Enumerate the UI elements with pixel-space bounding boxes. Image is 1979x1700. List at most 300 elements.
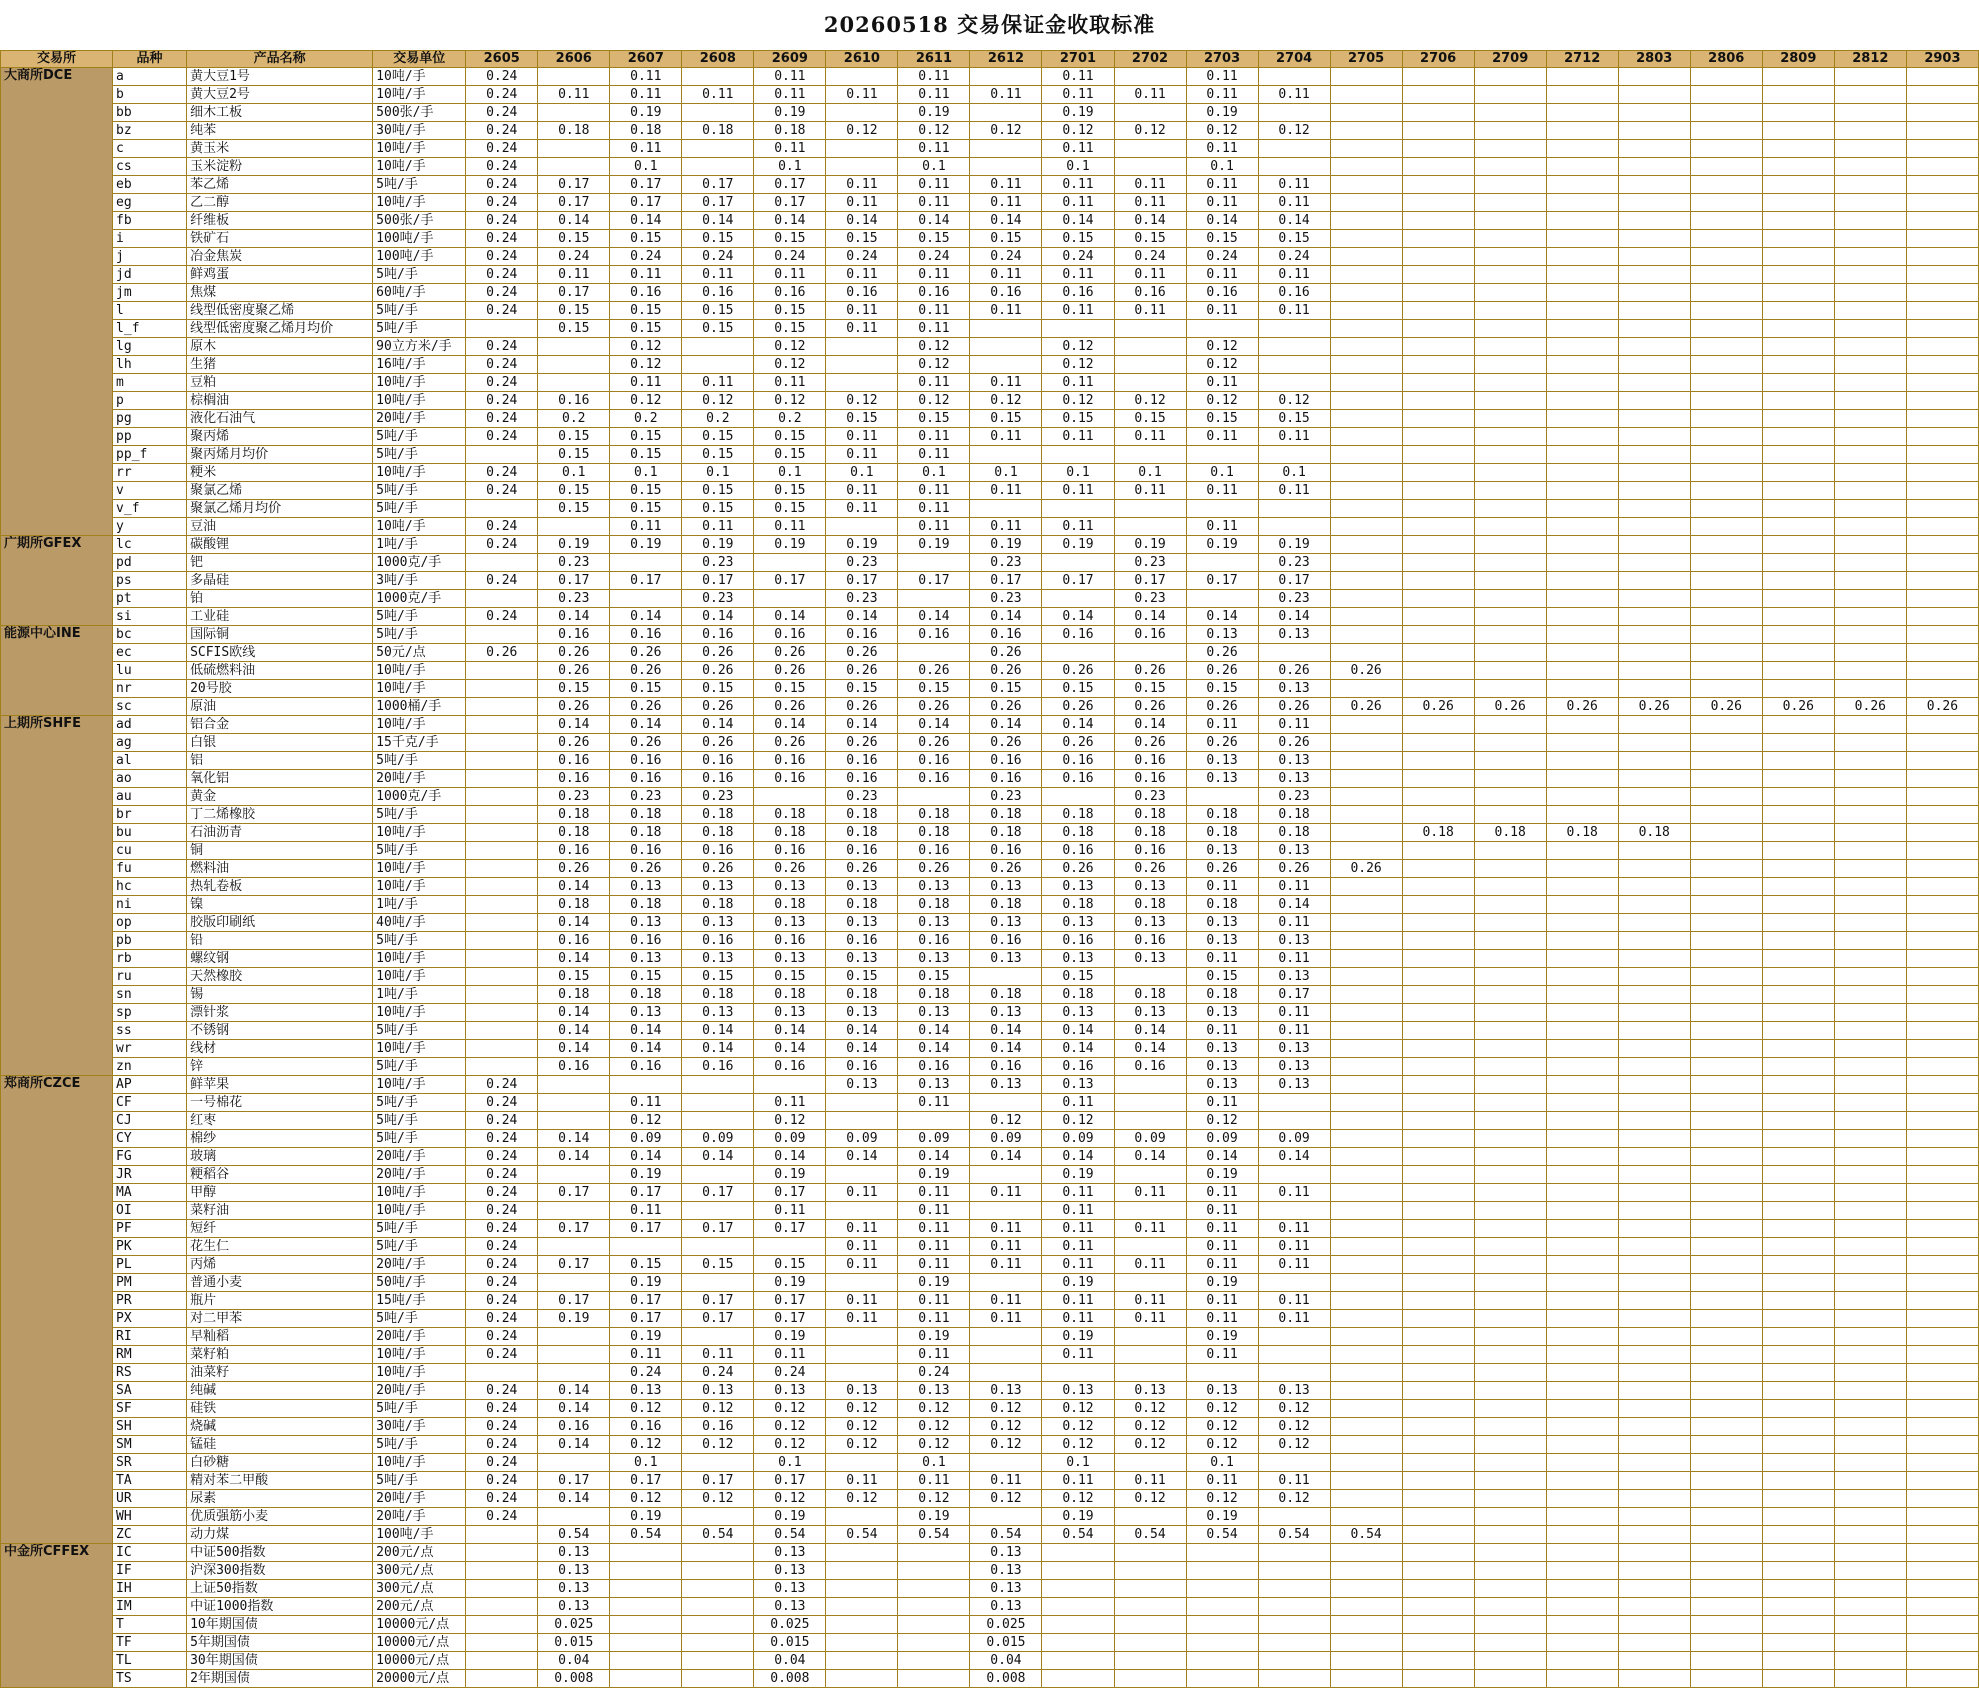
margin-rate-cell: 0.16 xyxy=(754,770,826,788)
margin-rate-cell xyxy=(1402,1202,1474,1220)
trade-unit-cell: 5吨/手 xyxy=(373,500,466,518)
margin-rate-cell xyxy=(1762,1400,1834,1418)
margin-rate-cell xyxy=(1834,1418,1906,1436)
table-row xyxy=(1,194,1979,212)
margin-rate-cell xyxy=(1330,194,1402,212)
margin-rate-cell: 0.11 xyxy=(1042,1472,1114,1490)
margin-rate-cell: 0.11 xyxy=(1114,194,1186,212)
product-name-cell: 丙烯 xyxy=(187,1256,373,1274)
margin-rate-cell: 0.24 xyxy=(1042,248,1114,266)
margin-rate-cell xyxy=(1402,536,1474,554)
margin-rate-cell: 0.11 xyxy=(970,1238,1042,1256)
margin-rate-cell xyxy=(1762,1544,1834,1562)
margin-rate-cell xyxy=(1906,1076,1978,1094)
margin-rate-cell: 0.16 xyxy=(1114,932,1186,950)
margin-rate-cell xyxy=(1762,176,1834,194)
margin-rate-cell xyxy=(1402,860,1474,878)
margin-rate-cell xyxy=(1690,428,1762,446)
margin-rate-cell xyxy=(1402,1328,1474,1346)
margin-rate-cell xyxy=(1762,86,1834,104)
product-name-cell: 冶金焦炭 xyxy=(187,248,373,266)
symbol-cell: rr xyxy=(113,464,187,482)
margin-rate-cell xyxy=(1402,662,1474,680)
margin-rate-cell xyxy=(1330,1598,1402,1616)
margin-rate-cell: 0.16 xyxy=(826,752,898,770)
margin-rate-cell: 0.09 xyxy=(1042,1130,1114,1148)
margin-rate-cell xyxy=(1618,1202,1690,1220)
symbol-cell: cu xyxy=(113,842,187,860)
margin-rate-cell xyxy=(1618,770,1690,788)
margin-rate-cell xyxy=(1906,1436,1978,1454)
margin-rate-cell xyxy=(1330,1400,1402,1418)
table-row xyxy=(1,1346,1979,1364)
margin-rate-cell xyxy=(1474,320,1546,338)
margin-rate-cell xyxy=(1546,1418,1618,1436)
margin-rate-cell: 0.24 xyxy=(466,176,538,194)
margin-rate-cell xyxy=(1330,518,1402,536)
margin-rate-cell: 0.18 xyxy=(610,122,682,140)
margin-rate-cell: 0.18 xyxy=(898,824,970,842)
margin-rate-cell xyxy=(1618,176,1690,194)
margin-rate-cell: 0.14 xyxy=(610,608,682,626)
margin-rate-cell xyxy=(466,842,538,860)
margin-rate-cell: 0.14 xyxy=(1258,896,1330,914)
margin-rate-cell: 0.24 xyxy=(466,1454,538,1472)
margin-rate-cell: 0.15 xyxy=(1186,968,1258,986)
symbol-cell: SA xyxy=(113,1382,187,1400)
margin-rate-cell xyxy=(1330,1256,1402,1274)
margin-rate-cell xyxy=(1690,410,1762,428)
margin-rate-cell: 0.15 xyxy=(754,428,826,446)
margin-rate-cell xyxy=(1330,986,1402,1004)
margin-rate-cell xyxy=(1402,1094,1474,1112)
margin-rate-cell xyxy=(1258,500,1330,518)
margin-rate-cell: 0.15 xyxy=(538,968,610,986)
table-row xyxy=(1,770,1979,788)
margin-rate-cell: 0.025 xyxy=(970,1616,1042,1634)
margin-rate-cell xyxy=(1690,554,1762,572)
margin-rate-cell: 0.17 xyxy=(538,572,610,590)
table-row xyxy=(1,608,1979,626)
margin-rate-cell: 0.15 xyxy=(1114,680,1186,698)
margin-rate-cell: 0.18 xyxy=(1546,824,1618,842)
margin-rate-cell: 0.19 xyxy=(1114,536,1186,554)
margin-rate-cell xyxy=(1762,302,1834,320)
margin-rate-cell: 0.26 xyxy=(826,662,898,680)
margin-rate-cell xyxy=(1330,1058,1402,1076)
margin-rate-cell: 0.19 xyxy=(826,536,898,554)
margin-rate-cell: 0.11 xyxy=(1258,950,1330,968)
margin-rate-cell: 0.12 xyxy=(1114,392,1186,410)
margin-rate-cell: 0.18 xyxy=(1114,896,1186,914)
margin-rate-cell xyxy=(1906,1472,1978,1490)
margin-rate-cell xyxy=(826,1598,898,1616)
margin-rate-cell: 0.15 xyxy=(1114,230,1186,248)
margin-rate-cell xyxy=(1402,1418,1474,1436)
table-row xyxy=(1,572,1979,590)
margin-rate-cell: 0.11 xyxy=(610,68,682,86)
margin-rate-cell xyxy=(1618,284,1690,302)
margin-rate-cell: 0.11 xyxy=(1258,194,1330,212)
margin-rate-cell xyxy=(1690,1346,1762,1364)
margin-rate-cell xyxy=(1330,1454,1402,1472)
margin-rate-cell xyxy=(1762,680,1834,698)
margin-rate-cell: 0.15 xyxy=(682,428,754,446)
margin-rate-cell xyxy=(1834,896,1906,914)
margin-rate-cell xyxy=(1618,950,1690,968)
margin-rate-cell: 0.18 xyxy=(1114,986,1186,1004)
product-name-cell: 聚氯乙烯 xyxy=(187,482,373,500)
margin-rate-cell xyxy=(1690,1562,1762,1580)
margin-rate-cell xyxy=(1618,464,1690,482)
margin-rate-cell: 0.11 xyxy=(1186,716,1258,734)
margin-rate-cell xyxy=(1402,464,1474,482)
margin-rate-cell: 0.26 xyxy=(1330,860,1402,878)
margin-rate-cell xyxy=(466,968,538,986)
symbol-cell: pd xyxy=(113,554,187,572)
margin-rate-cell xyxy=(898,788,970,806)
margin-rate-cell xyxy=(1474,518,1546,536)
margin-rate-cell xyxy=(466,896,538,914)
margin-rate-cell: 0.15 xyxy=(754,320,826,338)
margin-rate-cell xyxy=(1546,806,1618,824)
margin-rate-cell: 0.19 xyxy=(1042,104,1114,122)
margin-rate-cell: 0.13 xyxy=(1258,680,1330,698)
margin-rate-cell: 0.17 xyxy=(682,1310,754,1328)
margin-rate-cell xyxy=(1546,1076,1618,1094)
trade-unit-cell: 200元/点 xyxy=(373,1598,466,1616)
margin-rate-cell xyxy=(1330,626,1402,644)
margin-rate-cell xyxy=(1330,320,1402,338)
margin-rate-cell: 0.23 xyxy=(538,590,610,608)
margin-rate-cell: 0.12 xyxy=(610,1490,682,1508)
margin-rate-cell xyxy=(1546,1580,1618,1598)
margin-rate-cell: 0.14 xyxy=(1258,1148,1330,1166)
margin-rate-cell: 0.13 xyxy=(1258,1076,1330,1094)
product-name-cell: 上证50指数 xyxy=(187,1580,373,1598)
margin-rate-cell: 0.19 xyxy=(610,1166,682,1184)
margin-rate-cell: 0.26 xyxy=(538,860,610,878)
margin-rate-cell xyxy=(1618,1454,1690,1472)
margin-rate-cell xyxy=(610,1580,682,1598)
margin-rate-cell: 0.12 xyxy=(898,1400,970,1418)
margin-rate-cell xyxy=(1474,230,1546,248)
margin-rate-cell xyxy=(1834,1040,1906,1058)
product-name-cell: 漂针浆 xyxy=(187,1004,373,1022)
margin-rate-cell xyxy=(466,446,538,464)
column-header: 2605 xyxy=(466,51,538,68)
margin-rate-cell: 0.13 xyxy=(1258,842,1330,860)
margin-rate-cell: 0.11 xyxy=(970,518,1042,536)
table-row xyxy=(1,644,1979,662)
margin-rate-cell: 0.11 xyxy=(754,1094,826,1112)
trade-unit-cell: 10吨/手 xyxy=(373,1184,466,1202)
margin-rate-cell xyxy=(1330,482,1402,500)
table-row xyxy=(1,1544,1979,1562)
margin-rate-cell: 0.13 xyxy=(1258,932,1330,950)
product-name-cell: SCFIS欧线 xyxy=(187,644,373,662)
product-name-cell: 不锈钢 xyxy=(187,1022,373,1040)
margin-rate-cell xyxy=(1546,536,1618,554)
margin-rate-cell xyxy=(1762,356,1834,374)
margin-rate-cell xyxy=(1546,1112,1618,1130)
margin-rate-cell xyxy=(1690,1166,1762,1184)
margin-rate-cell: 0.16 xyxy=(682,284,754,302)
margin-rate-cell: 0.15 xyxy=(754,968,826,986)
product-name-cell: 热轧卷板 xyxy=(187,878,373,896)
margin-rate-cell xyxy=(1618,536,1690,554)
margin-rate-cell xyxy=(1402,680,1474,698)
trade-unit-cell: 5吨/手 xyxy=(373,320,466,338)
margin-rate-cell: 0.1 xyxy=(1114,464,1186,482)
margin-rate-cell: 0.16 xyxy=(898,932,970,950)
margin-rate-cell xyxy=(826,1562,898,1580)
margin-rate-cell xyxy=(1690,266,1762,284)
column-header: 2705 xyxy=(1330,51,1402,68)
margin-rate-cell: 0.11 xyxy=(826,482,898,500)
margin-rate-cell: 0.16 xyxy=(1042,932,1114,950)
margin-rate-cell xyxy=(1690,716,1762,734)
margin-rate-cell xyxy=(1762,446,1834,464)
symbol-cell: ag xyxy=(113,734,187,752)
margin-rate-cell xyxy=(1546,1472,1618,1490)
margin-rate-cell xyxy=(1402,1490,1474,1508)
margin-rate-cell xyxy=(466,698,538,716)
trade-unit-cell: 5吨/手 xyxy=(373,1238,466,1256)
margin-rate-cell xyxy=(1618,1382,1690,1400)
margin-rate-cell xyxy=(610,590,682,608)
margin-rate-cell: 0.1 xyxy=(754,1454,826,1472)
product-name-cell: 铝 xyxy=(187,752,373,770)
margin-rate-cell xyxy=(1906,572,1978,590)
margin-rate-cell xyxy=(1762,248,1834,266)
symbol-cell: v xyxy=(113,482,187,500)
product-name-cell: 聚丙烯月均价 xyxy=(187,446,373,464)
margin-rate-cell xyxy=(1330,158,1402,176)
margin-rate-cell: 0.11 xyxy=(826,176,898,194)
margin-rate-cell xyxy=(1906,1166,1978,1184)
margin-rate-cell xyxy=(1762,1202,1834,1220)
margin-rate-cell xyxy=(1618,410,1690,428)
margin-rate-cell xyxy=(1330,716,1402,734)
margin-rate-cell xyxy=(682,104,754,122)
product-name-cell: 聚氯乙烯月均价 xyxy=(187,500,373,518)
product-name-cell: 工业硅 xyxy=(187,608,373,626)
margin-rate-cell xyxy=(1618,68,1690,86)
margin-rate-cell: 0.13 xyxy=(754,1598,826,1616)
margin-rate-cell: 0.54 xyxy=(754,1526,826,1544)
margin-rate-cell: 0.13 xyxy=(538,1562,610,1580)
margin-rate-cell: 0.17 xyxy=(538,1472,610,1490)
margin-rate-cell xyxy=(826,158,898,176)
margin-rate-cell xyxy=(1906,1040,1978,1058)
symbol-cell: eg xyxy=(113,194,187,212)
margin-rate-cell: 0.14 xyxy=(538,1148,610,1166)
margin-rate-cell: 0.24 xyxy=(466,212,538,230)
margin-rate-cell: 0.13 xyxy=(970,1580,1042,1598)
trade-unit-cell: 15吨/手 xyxy=(373,1292,466,1310)
margin-rate-cell xyxy=(1402,608,1474,626)
trade-unit-cell: 10吨/手 xyxy=(373,968,466,986)
trade-unit-cell: 5吨/手 xyxy=(373,266,466,284)
margin-rate-cell xyxy=(1402,284,1474,302)
margin-rate-cell xyxy=(1834,482,1906,500)
margin-rate-cell: 0.11 xyxy=(1258,1184,1330,1202)
margin-rate-cell: 0.16 xyxy=(898,752,970,770)
margin-rate-cell xyxy=(538,1508,610,1526)
margin-rate-cell: 0.11 xyxy=(1258,716,1330,734)
margin-rate-cell: 0.11 xyxy=(610,86,682,104)
margin-rate-cell xyxy=(1474,950,1546,968)
margin-rate-cell: 0.13 xyxy=(1114,1004,1186,1022)
margin-rate-cell: 0.1 xyxy=(754,464,826,482)
margin-rate-cell xyxy=(898,1670,970,1688)
product-name-cell: 10年期国债 xyxy=(187,1616,373,1634)
symbol-cell: l_f xyxy=(113,320,187,338)
symbol-cell: zn xyxy=(113,1058,187,1076)
margin-rate-cell: 0.09 xyxy=(610,1130,682,1148)
table-row xyxy=(1,356,1979,374)
margin-rate-cell xyxy=(1402,1508,1474,1526)
margin-rate-cell xyxy=(466,1598,538,1616)
margin-rate-cell xyxy=(1906,1220,1978,1238)
margin-rate-cell xyxy=(1906,842,1978,860)
margin-rate-cell xyxy=(1330,266,1402,284)
margin-rate-cell: 0.16 xyxy=(538,932,610,950)
margin-rate-cell xyxy=(1762,1166,1834,1184)
margin-rate-cell xyxy=(1762,914,1834,932)
margin-rate-cell: 0.11 xyxy=(754,1346,826,1364)
margin-rate-cell: 0.14 xyxy=(682,608,754,626)
margin-rate-cell xyxy=(1546,1058,1618,1076)
margin-rate-cell xyxy=(1546,176,1618,194)
symbol-cell: lg xyxy=(113,338,187,356)
table-row xyxy=(1,590,1979,608)
margin-rate-cell: 0.11 xyxy=(826,1220,898,1238)
margin-rate-cell xyxy=(1834,68,1906,86)
margin-rate-cell xyxy=(1762,1184,1834,1202)
table-row xyxy=(1,1670,1979,1688)
margin-rate-cell: 0.16 xyxy=(1114,626,1186,644)
trade-unit-cell: 10吨/手 xyxy=(373,518,466,536)
margin-rate-cell: 0.17 xyxy=(610,1310,682,1328)
margin-rate-cell xyxy=(1618,608,1690,626)
margin-rate-cell: 0.14 xyxy=(682,212,754,230)
margin-rate-cell xyxy=(1762,860,1834,878)
margin-rate-cell xyxy=(1906,536,1978,554)
symbol-cell: ps xyxy=(113,572,187,590)
margin-rate-cell xyxy=(1906,284,1978,302)
margin-rate-cell: 0.13 xyxy=(1186,932,1258,950)
margin-rate-cell xyxy=(1690,824,1762,842)
table-row xyxy=(1,1328,1979,1346)
margin-rate-cell xyxy=(466,878,538,896)
margin-rate-cell xyxy=(1546,680,1618,698)
margin-rate-cell xyxy=(682,1238,754,1256)
margin-rate-cell: 0.11 xyxy=(1258,86,1330,104)
table-row xyxy=(1,1364,1979,1382)
product-name-cell: 线型低密度聚乙烯 xyxy=(187,302,373,320)
margin-rate-cell xyxy=(1690,770,1762,788)
product-name-cell: 螺纹钢 xyxy=(187,950,373,968)
margin-rate-cell xyxy=(1690,536,1762,554)
trade-unit-cell: 1吨/手 xyxy=(373,986,466,1004)
trade-unit-cell: 40吨/手 xyxy=(373,914,466,932)
margin-rate-cell: 0.12 xyxy=(1258,1490,1330,1508)
margin-rate-cell xyxy=(1474,302,1546,320)
margin-rate-cell xyxy=(1474,410,1546,428)
margin-rate-cell: 0.26 xyxy=(682,662,754,680)
margin-rate-cell xyxy=(898,1652,970,1670)
margin-rate-cell: 0.11 xyxy=(970,1220,1042,1238)
margin-rate-cell xyxy=(1906,1274,1978,1292)
margin-rate-cell xyxy=(1762,716,1834,734)
margin-rate-cell xyxy=(1834,284,1906,302)
margin-rate-cell xyxy=(1402,1472,1474,1490)
product-name-cell: 黄玉米 xyxy=(187,140,373,158)
symbol-cell: fb xyxy=(113,212,187,230)
margin-rate-cell xyxy=(1690,176,1762,194)
margin-rate-cell: 0.12 xyxy=(754,1490,826,1508)
trade-unit-cell: 5吨/手 xyxy=(373,1022,466,1040)
margin-rate-cell xyxy=(1546,1382,1618,1400)
margin-rate-cell: 0.13 xyxy=(898,914,970,932)
product-name-cell: 花生仁 xyxy=(187,1238,373,1256)
margin-rate-cell xyxy=(1546,1040,1618,1058)
margin-rate-cell xyxy=(970,1346,1042,1364)
margin-rate-cell xyxy=(1330,1364,1402,1382)
margin-rate-cell: 0.14 xyxy=(538,1130,610,1148)
margin-rate-cell: 0.14 xyxy=(682,1148,754,1166)
margin-rate-cell: 0.14 xyxy=(1114,716,1186,734)
product-name-cell: 黄金 xyxy=(187,788,373,806)
margin-rate-cell xyxy=(1330,446,1402,464)
margin-rate-cell xyxy=(1834,86,1906,104)
margin-rate-cell xyxy=(682,140,754,158)
margin-rate-cell xyxy=(1402,140,1474,158)
margin-rate-cell: 0.13 xyxy=(1186,770,1258,788)
margin-rate-cell: 0.14 xyxy=(538,1490,610,1508)
margin-rate-cell xyxy=(1474,1094,1546,1112)
margin-rate-cell: 0.24 xyxy=(682,248,754,266)
margin-rate-cell xyxy=(1762,338,1834,356)
table-row xyxy=(1,1292,1979,1310)
margin-rate-cell: 0.14 xyxy=(1114,1022,1186,1040)
table-row xyxy=(1,482,1979,500)
margin-rate-cell xyxy=(1690,842,1762,860)
margin-rate-cell xyxy=(682,1562,754,1580)
margin-rate-cell: 0.26 xyxy=(1258,860,1330,878)
margin-rate-cell xyxy=(1330,1310,1402,1328)
margin-rate-cell: 0.14 xyxy=(538,950,610,968)
margin-rate-cell xyxy=(1690,86,1762,104)
margin-rate-cell: 0.11 xyxy=(826,86,898,104)
symbol-cell: OI xyxy=(113,1202,187,1220)
margin-rate-cell: 0.11 xyxy=(682,374,754,392)
margin-rate-cell xyxy=(1618,1400,1690,1418)
margin-rate-cell: 0.15 xyxy=(682,230,754,248)
margin-rate-cell: 0.11 xyxy=(898,1472,970,1490)
margin-rate-cell: 0.11 xyxy=(898,1292,970,1310)
margin-rate-cell xyxy=(1114,1562,1186,1580)
margin-rate-cell xyxy=(1834,248,1906,266)
margin-rate-cell xyxy=(1762,932,1834,950)
margin-rate-cell xyxy=(1474,590,1546,608)
margin-rate-cell xyxy=(1402,428,1474,446)
trade-unit-cell: 1吨/手 xyxy=(373,536,466,554)
margin-rate-cell: 0.17 xyxy=(610,1220,682,1238)
trade-unit-cell: 100吨/手 xyxy=(373,1526,466,1544)
